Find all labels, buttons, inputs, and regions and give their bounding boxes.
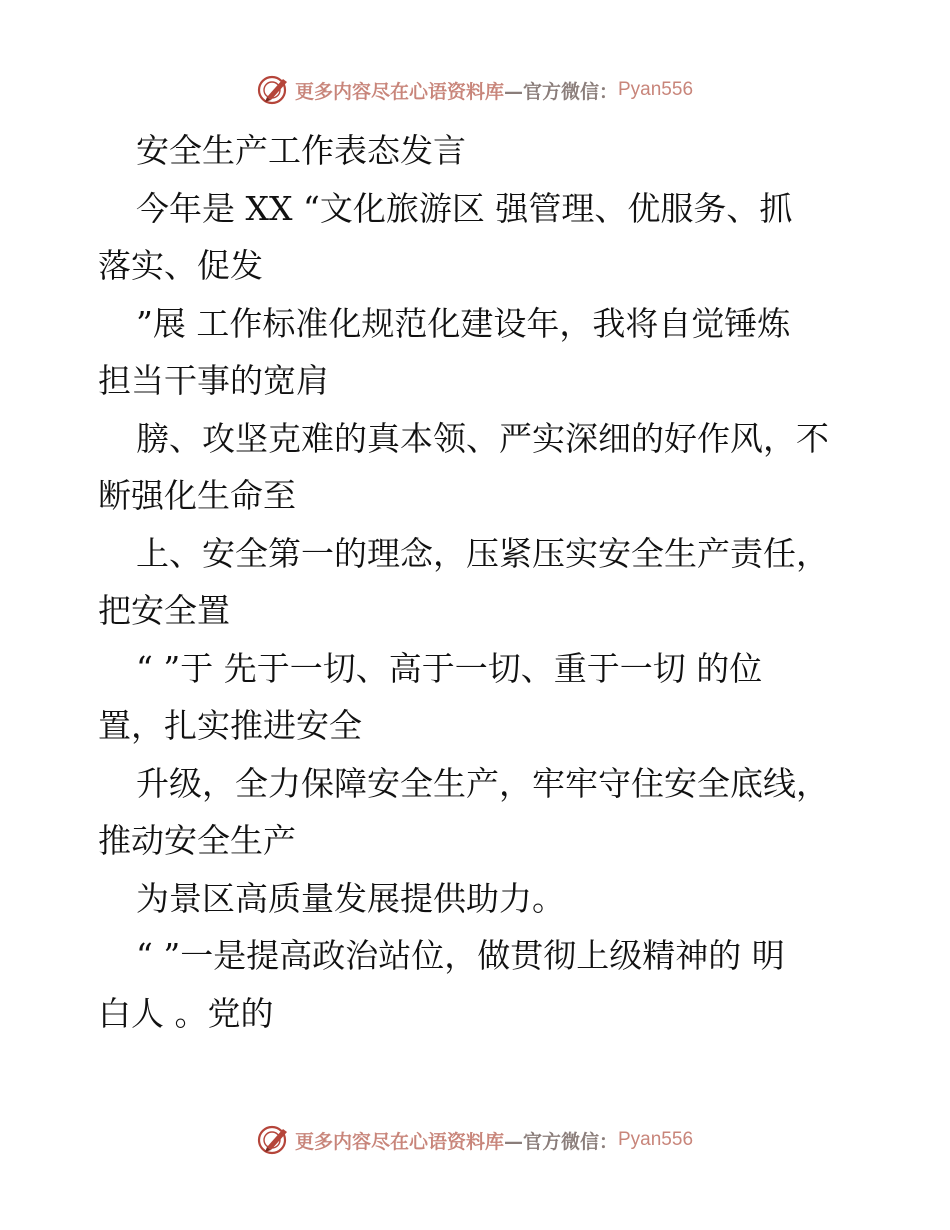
document-body — [98, 122, 858, 1042]
banner-promo-text: 更多内容尽在心语资料库 — [294, 1130, 504, 1153]
text-line: ”展 工作标准化规范化建设年，我将自觉锤炼 — [136, 303, 791, 343]
banner-dash-text: —官方微信： — [503, 1130, 618, 1153]
header-banner[interactable] — [0, 70, 950, 110]
text-line: 上、安全第一的理念，压紧压实安全生产责任， — [136, 533, 829, 573]
pen-logo-icon — [257, 1123, 291, 1157]
text-line: 落实、促发 — [98, 246, 263, 285]
document-title: 安全生产工作表态发言 — [136, 131, 466, 170]
pen-logo-icon — [257, 73, 291, 107]
text-line: 白人 。党的 — [98, 993, 274, 1033]
banner-wechat-id: Pyan556 — [618, 79, 694, 100]
text-line: 断强化生命至 — [98, 476, 296, 515]
text-line: 今年是 XX “文化旅游区 强管理、优服务、抓 — [136, 188, 793, 228]
text-line: 膀、攻坚克难的真本领、严实深细的好作风，不 — [136, 418, 829, 458]
text-line: 推动安全生产 — [98, 821, 296, 860]
banner-promo-text: 更多内容尽在心语资料库 — [294, 80, 504, 103]
banner-wechat-id: Pyan556 — [618, 1129, 694, 1150]
text-line: 担当干事的宽肩 — [98, 361, 329, 400]
text-line: “ ”一是提高政治站位，做贯彻上级精神的 明 — [136, 936, 785, 975]
footer-banner[interactable] — [0, 1120, 950, 1160]
text-line: 为景区高质量发展提供助力。 — [136, 878, 565, 918]
text-line: “ ”于 先于一切、高于一切、重于一切 的位 — [136, 648, 763, 688]
text-line: 把安全置 — [98, 591, 230, 630]
text-line: 升级，全力保障安全生产，牢牢守住安全底线， — [136, 763, 829, 803]
banner-dash-text: —官方微信： — [503, 80, 618, 103]
text-line: 置，扎实推进安全 — [98, 706, 362, 745]
